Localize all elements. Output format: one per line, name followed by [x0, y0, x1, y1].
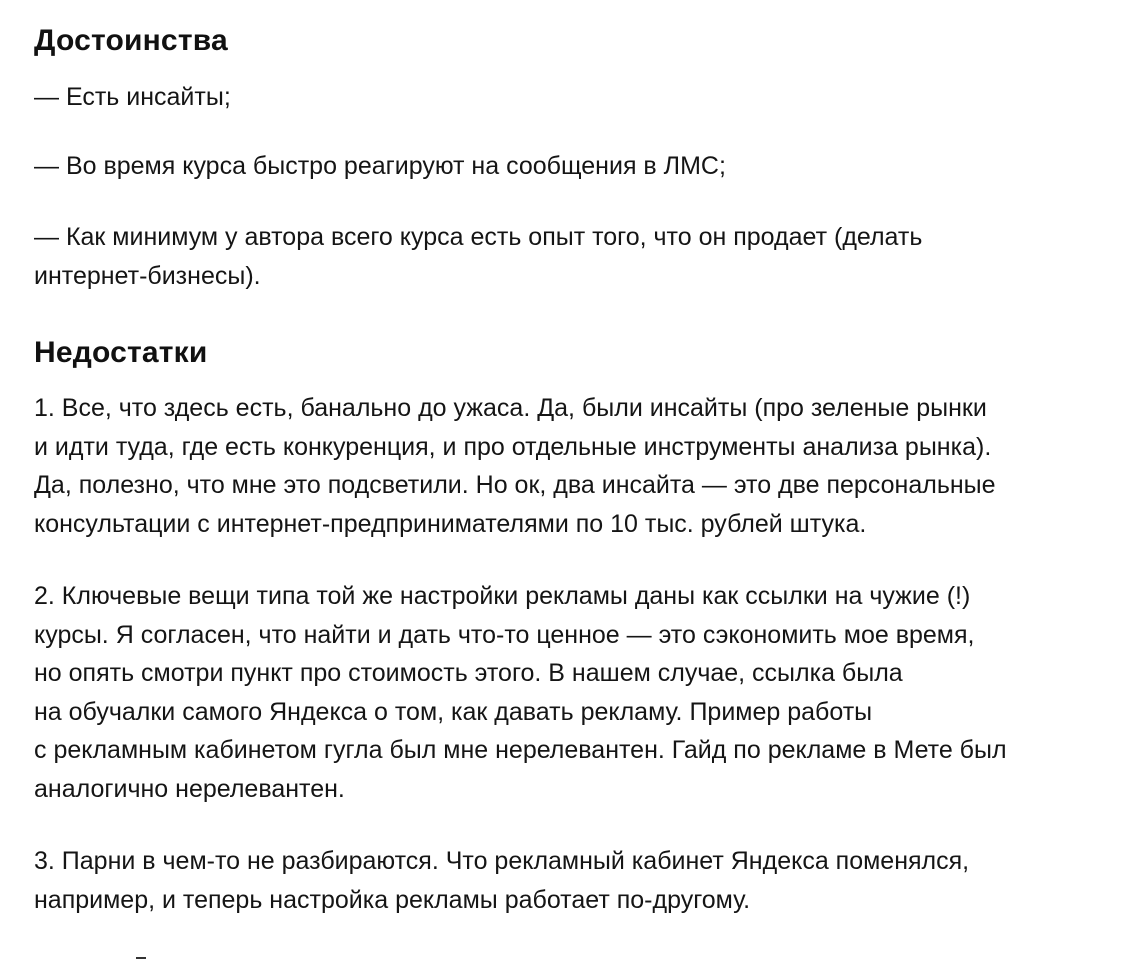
pros-item-1: — Есть инсайты;	[34, 83, 231, 111]
pros-item-3: — Как минимум у автора всего курса есть опыт того, что он продает (делать интернет-бизнесы).	[34, 223, 923, 290]
cons-item-1: 1. Все, что здесь есть, банально до ужаса. Да, были инсайты (про зеленые рынки и идти туда, где есть конкуренция, и про отдельные инструменты анализа рынка). Да, полезно, что мне это подсветили. Но ок, два инсайта — это две персональные консультации с интернет-предпринимателями по 10 тыс. рублей штука.	[34, 394, 996, 538]
cons-heading: Недостатки	[34, 336, 208, 369]
pros-heading: Достоинства	[34, 24, 228, 57]
cons-item-2: 2. Ключевые вещи типа той же настройки рекламы даны как ссылки на чужие (!) курсы. Я согласен, что найти и дать что-то ценное — это сэкономить мое время, но опять смотри пункт про стоимость этого. В нашем случае, ссылка была на обучалки самого Яндекса о том, как давать рекламу. Пример работы с рекламным кабинетом гугла был мне нерелевантен. Гайд по рекламе в Мете был аналогично нерелевантен.	[34, 582, 1007, 803]
cons-item-3: 3. Парни в чем-то не разбираются. Что рекламный кабинет Яндекса поменялся, например, и теперь настройка рекламы работает по-другому.	[34, 847, 970, 914]
pros-item-2: — Во время курса быстро реагируют на сообщения в ЛМС;	[34, 152, 726, 180]
cropped-next-line-fragment	[136, 950, 146, 960]
